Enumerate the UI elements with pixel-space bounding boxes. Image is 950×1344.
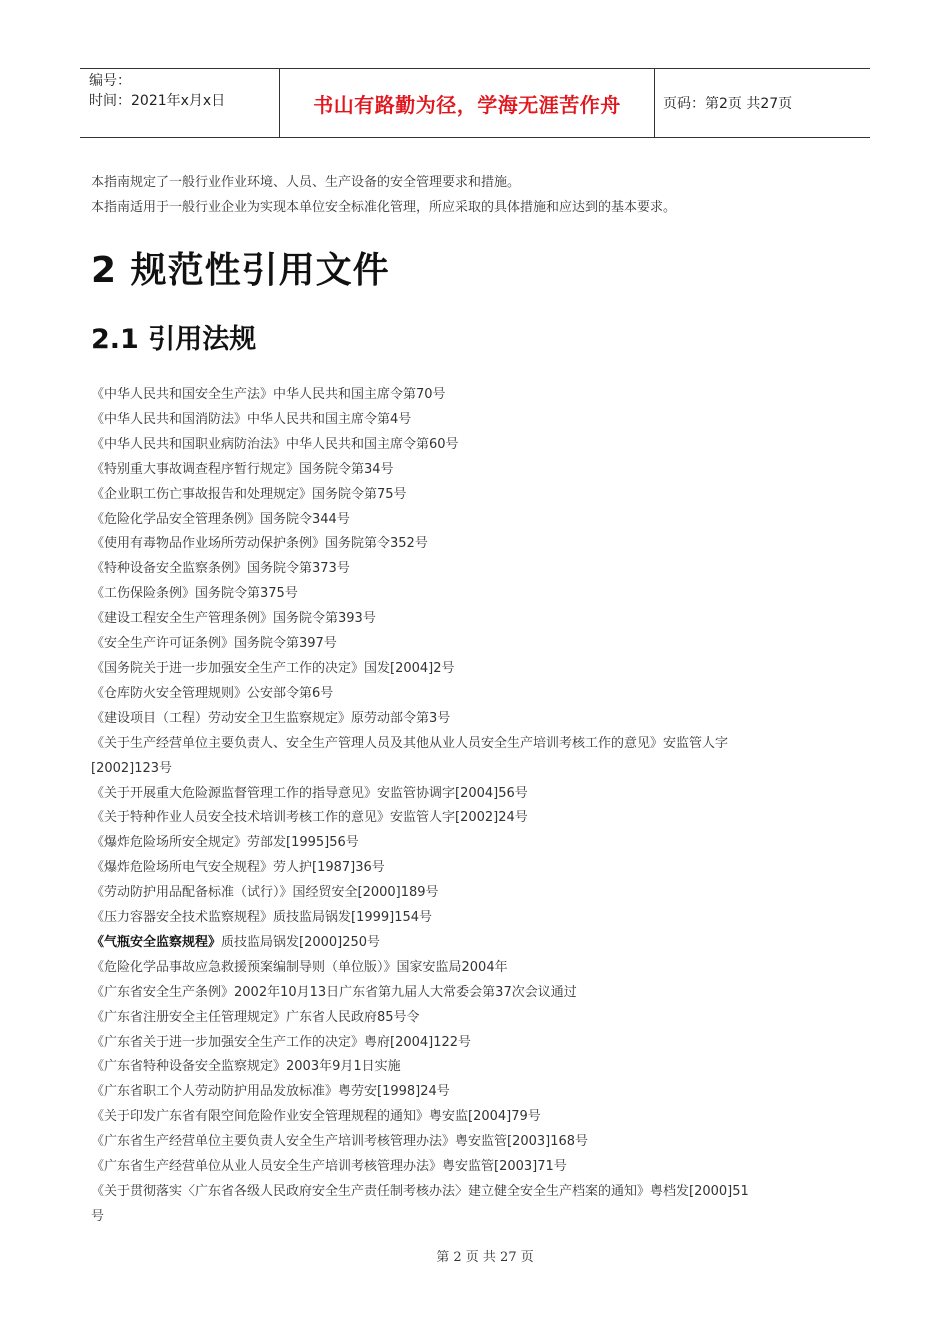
reference-text: 《广东省安全生产条例》2002年10月13日广东省第九届人大常委会第37次会议通过 bbox=[91, 984, 577, 1000]
reference-item bbox=[91, 1031, 861, 1056]
reference-item bbox=[91, 632, 861, 657]
reference-text: [2002]123号 bbox=[91, 760, 173, 776]
header-meta bbox=[80, 69, 280, 137]
reference-item bbox=[91, 582, 861, 607]
reference-text: 《关于生产经营单位主要负责人、安全生产管理人员及其他从业人员安全生产培训考核工作的意见》安监管人字 bbox=[91, 735, 729, 751]
reference-text: 《安全生产许可证条例》国务院令第397号 bbox=[91, 636, 337, 652]
reference-item bbox=[91, 1080, 861, 1105]
document-number-label: 编号： bbox=[89, 73, 131, 89]
reference-text: 《爆炸危险场所安全规定》劳部发[1995]56号 bbox=[91, 835, 359, 851]
section-heading: 2 规范性引用文件 bbox=[91, 250, 390, 291]
reference-text: 《特别重大事故调查程序暂行规定》国务院令第34号 bbox=[91, 461, 394, 477]
document-time-label: 时间：2021年x月x日 bbox=[89, 93, 226, 109]
reference-text: 《劳动防护用品配备标准（试行）》国经贸安全[2000]189号 bbox=[91, 885, 439, 901]
reference-item bbox=[91, 881, 861, 906]
reference-item bbox=[91, 981, 861, 1006]
reference-item bbox=[91, 1130, 861, 1155]
reference-item bbox=[91, 931, 861, 956]
reference-item bbox=[91, 483, 861, 508]
reference-item bbox=[91, 1180, 861, 1205]
header-page-info: 页码：第2页 共27页 bbox=[663, 96, 793, 112]
reference-text: 《关于开展重大危险源监督管理工作的指导意见》安监管协调字[2004]56号 bbox=[91, 785, 528, 801]
reference-text: 《广东省关于进一步加强安全生产工作的决定》粤府[2004]122号 bbox=[91, 1034, 472, 1050]
reference-text: 《特种设备安全监察条例》国务院令第373号 bbox=[91, 561, 350, 577]
reference-item bbox=[91, 831, 861, 856]
reference-text: 《建设工程安全生产管理条例》国务院令第393号 bbox=[91, 611, 376, 627]
reference-text: 《广东省注册安全主任管理规定》广东省人民政府85号令 bbox=[91, 1009, 420, 1025]
reference-item bbox=[91, 1055, 861, 1080]
reference-text: 《危险化学品安全管理条例》国务院令344号 bbox=[91, 511, 350, 527]
reference-text: 《中华人民共和国消防法》中华人民共和国主席令第4号 bbox=[91, 411, 412, 427]
header-motto: 书山有路勤为径，学海无涯苦作舟 bbox=[280, 69, 655, 137]
reference-item bbox=[91, 782, 861, 807]
reference-item bbox=[91, 532, 861, 557]
reference-text: 《广东省职工个人劳动防护用品发放标准》粤劳安[1998]24号 bbox=[91, 1084, 450, 1100]
reference-item bbox=[91, 383, 861, 408]
reference-item bbox=[91, 956, 861, 981]
reference-item bbox=[91, 657, 861, 682]
reference-text: 《广东省生产经营单位从业人员安全生产培训考核管理办法》粤安监管[2003]71号 bbox=[91, 1159, 567, 1175]
reference-item bbox=[91, 1155, 861, 1180]
reference-text: 号 bbox=[91, 1208, 105, 1224]
reference-item bbox=[91, 707, 861, 732]
reference-item bbox=[91, 433, 861, 458]
reference-issuer: 质技监局锅发[2000]250号 bbox=[221, 934, 381, 950]
reference-text: 《危险化学品事故应急救援预案编制导则（单位版）》国家安监局2004年 bbox=[91, 959, 508, 975]
reference-text: 《广东省特种设备安全监察规定》2003年9月1日实施 bbox=[91, 1059, 401, 1075]
reference-item bbox=[91, 906, 861, 931]
reference-item bbox=[91, 682, 861, 707]
page-header bbox=[80, 68, 870, 138]
reference-item bbox=[91, 508, 861, 533]
intro-line: 本指南规定了一般行业作业环境、人员、生产设备的安全管理要求和措施。 bbox=[91, 175, 521, 190]
reference-item bbox=[91, 732, 861, 757]
reference-text: 《压力容器安全技术监察规程》质技监局锅发[1999]154号 bbox=[91, 910, 433, 926]
reference-item bbox=[91, 856, 861, 881]
reference-item bbox=[91, 458, 861, 483]
reference-item bbox=[91, 607, 861, 632]
page-footer: 第 2 页 共 27 页 bbox=[436, 1250, 534, 1265]
reference-item bbox=[91, 408, 861, 433]
reference-item bbox=[91, 557, 861, 582]
intro-paragraphs bbox=[91, 170, 676, 220]
reference-text: 《关于贯彻落实〈广东省各级人民政府安全生产责任制考核办法〉建立健全安全生产档案的通知》粤档发[2000]51 bbox=[91, 1184, 749, 1199]
reference-title-bold: 《气瓶安全监察规程》 bbox=[91, 934, 222, 950]
intro-line: 本指南适用于一般行业企业为实现本单位安全标准化管理，所应采取的具体措施和应达到的基本要求。 bbox=[91, 200, 677, 215]
reference-item bbox=[91, 1205, 861, 1230]
reference-text: 《建设项目（工程）劳动安全卫生监察规定》原劳动部令第3号 bbox=[91, 710, 451, 726]
reference-text: 《关于印发广东省有限空间危险作业安全管理规程的通知》粤安监[2004]79号 bbox=[91, 1109, 541, 1125]
reference-text: 《中华人民共和国安全生产法》中华人民共和国主席令第70号 bbox=[91, 387, 446, 402]
reference-text: 《仓库防火安全管理规则》公安部令第6号 bbox=[91, 685, 334, 701]
reference-text: 《工伤保险条例》国务院令第375号 bbox=[91, 586, 298, 602]
reference-text: 《企业职工伤亡事故报告和处理规定》国务院令第75号 bbox=[91, 486, 407, 502]
reference-item bbox=[91, 1105, 861, 1130]
reference-text: 《国务院关于进一步加强安全生产工作的决定》国发[2004]2号 bbox=[91, 660, 455, 676]
reference-text: 《爆炸危险场所电气安全规程》劳人护[1987]36号 bbox=[91, 860, 385, 876]
reference-item bbox=[91, 757, 861, 782]
reference-text: 《关于特种作业人员安全技术培训考核工作的意见》安监管人字[2002]24号 bbox=[91, 810, 528, 826]
reference-list bbox=[91, 383, 861, 1230]
subsection-heading: 2.1 引用法规 bbox=[91, 324, 257, 355]
reference-item bbox=[91, 806, 861, 831]
reference-text: 《使用有毒物品作业场所劳动保护条例》国务院第令352号 bbox=[91, 536, 428, 552]
reference-text: 《中华人民共和国职业病防治法》中华人民共和国主席令第60号 bbox=[91, 436, 459, 452]
reference-item bbox=[91, 1006, 861, 1031]
reference-text: 《广东省生产经营单位主要负责人安全生产培训考核管理办法》粤安监管[2003]168号 bbox=[91, 1134, 589, 1150]
